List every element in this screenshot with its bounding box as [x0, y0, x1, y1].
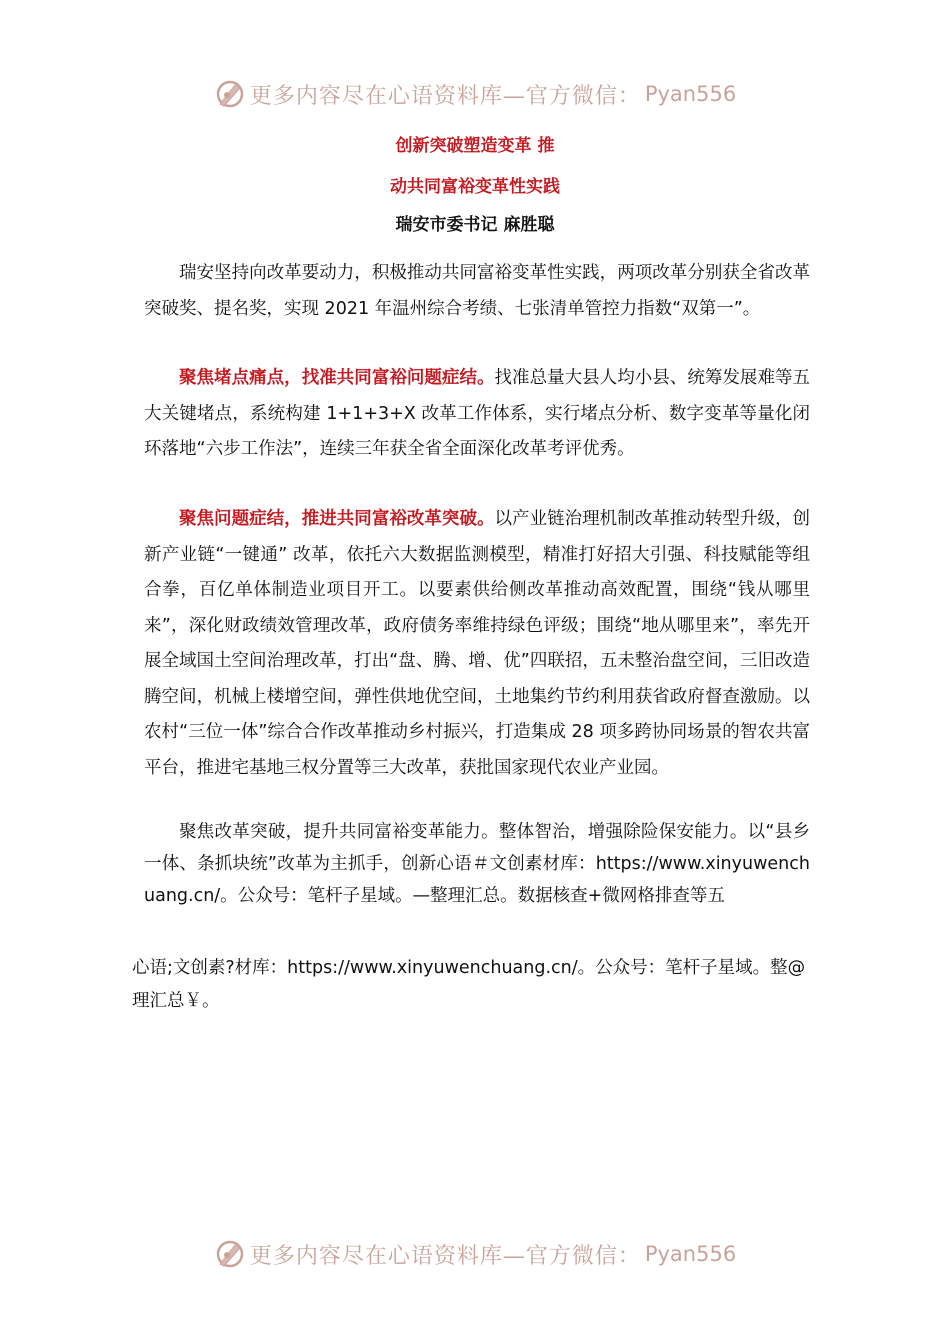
paragraph-focus-1 — [144, 361, 810, 468]
paragraph-focus-2 — [144, 502, 810, 786]
pen-logo-icon — [214, 78, 246, 110]
paragraph-watermark: 心语;文创素?材库：https://www.xinyuwenchuang.cn/。公众号：笔杆子星域。整@理汇总￥。 — [132, 958, 806, 1011]
banner-wechat-id: Pyan556 — [644, 1242, 737, 1266]
pen-logo-icon — [214, 1238, 246, 1270]
banner-text: 更多内容尽在心语资料库—官方微信： — [249, 1243, 641, 1269]
header-banner — [0, 74, 950, 114]
title-line-2: 动共同富裕变革性实践 — [390, 177, 560, 197]
paragraph-body: 以产业链治理机制改革推动转型升级，创新产业链“一键通” 改革，依托六大数据监测模型，精准打好招大引强、科技赋能等组合拳，百亿单体制造业项目开工。以要素供给侧改革推动高效配置，围绕“钱从哪里来”，深化财政绩效管理改革，政府债务率维持绿色评级；围绕“地从哪里来”，率先开展全域国土空间治理改革，打出“盘、腾、增、优”四联招，五未整治盘空间，三旧改造腾空间，机械上楼增空间，弹性供地优空间，土地集约节约利用获省政府督查激励。以农村“三位一体”综合合作改革推动乡村振兴，打造集成 28 项多跨协同场景的智农共富平台，推进宅基地三权分置等三大改革，获批国家现代农业产业园。 — [144, 509, 811, 778]
banner-wechat-id: Pyan556 — [644, 82, 737, 106]
author-line: 瑞安市委书记 麻胜聪 — [395, 215, 555, 235]
paragraph-focus-3: 聚焦改革突破，提升共同富裕变革能力。整体智治，增强除险保安能力。以“县乡一体、条抓块统”改革为主抓手，创新心语＃文创素材库：https://www.xinyuwenchuang.cn/。公众号：笔杆子星域。—整理汇总。数据核查+微网格排查等五 — [144, 822, 810, 906]
banner-text: 更多内容尽在心语资料库—官方微信： — [249, 83, 641, 109]
paragraph-heading: 聚焦堵点痛点，找准共同富裕问题症结。 — [179, 368, 495, 388]
footer-banner — [0, 1234, 950, 1274]
title-line-1: 创新突破塑造变革 推 — [395, 136, 555, 156]
paragraph-heading: 聚焦问题症结，推进共同富裕改革突破。 — [179, 509, 495, 529]
paragraph-intro: 瑞安坚持向改革要动力，积极推动共同富裕变革性实践，两项改革分别获全省改革突破奖、提名奖，实现 2021 年温州综合考绩、七张清单管控力指数“双第一”。 — [144, 263, 810, 319]
paragraph-body: 找准总量大县人均小县、统筹发展难等五大关键堵点，系统构建 1+1+3+X 改革工作体系，实行堵点分析、数字变革等量化闭环落地“六步工作法”，连续三年获全省全面深化改革考评优秀。 — [144, 368, 811, 459]
